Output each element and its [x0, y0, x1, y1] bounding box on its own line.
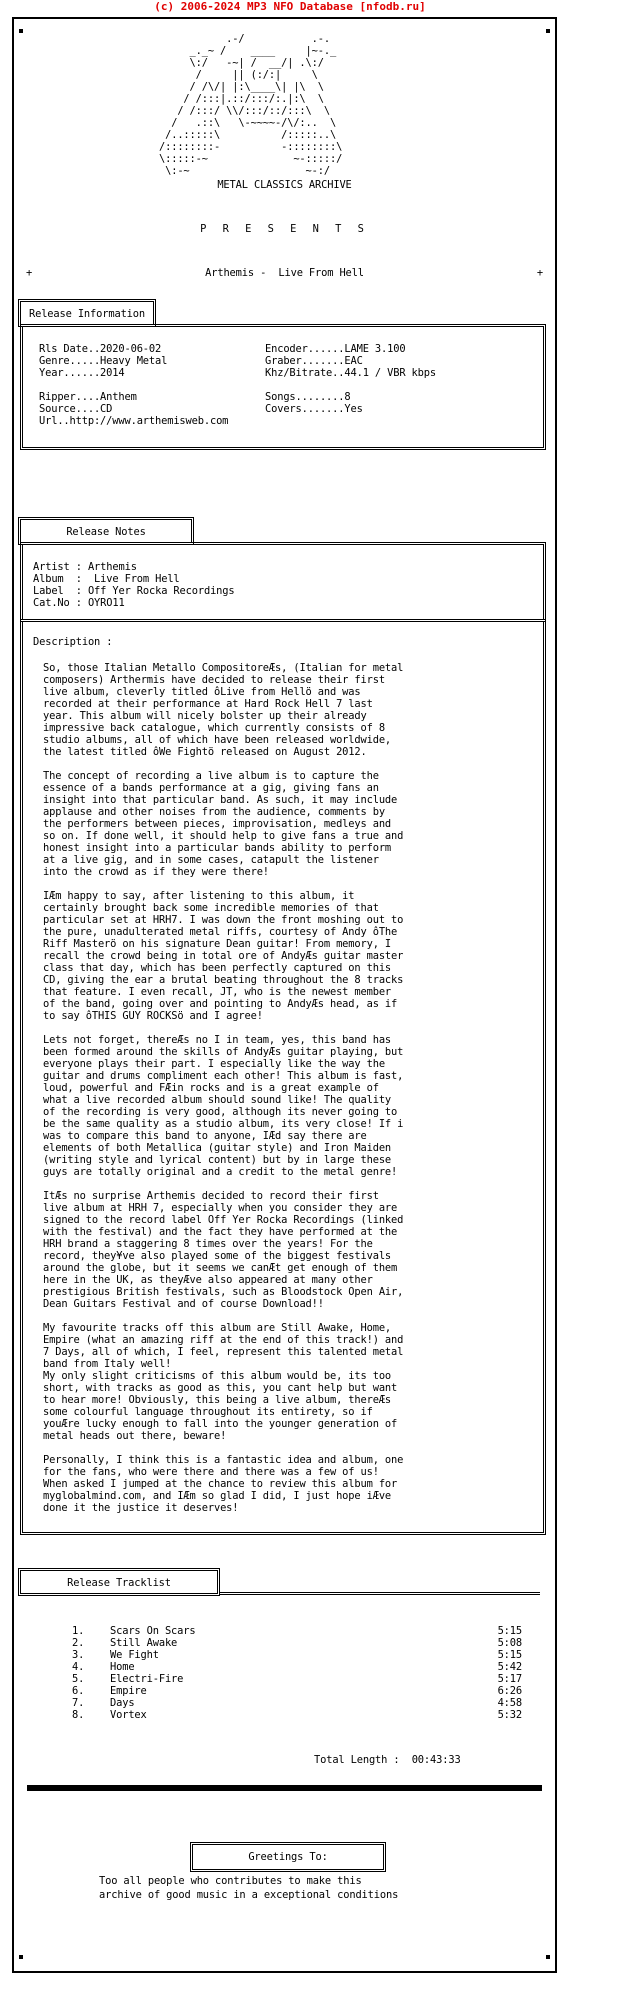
description-text [43, 662, 403, 1526]
track-length: 5:08 [497, 1637, 522, 1649]
text-line: Covers.......Yes [265, 403, 363, 415]
text-line: Ripper....Anthem [39, 391, 137, 403]
track-title: Home [110, 1661, 135, 1673]
text-line: \:/ -~| / __/| .\:/ [159, 57, 324, 69]
greetings-label: Greetings To: [248, 1851, 328, 1863]
text-line: /::::::::- -::::::::\ [159, 141, 343, 153]
release-info-box [20, 324, 546, 450]
greetings-line: Too all people who contributes to make this [99, 1875, 362, 1887]
text-line: Url..http://www.arthemisweb.com [39, 415, 229, 427]
total-length-value: 00:43:33 [411, 1754, 461, 1766]
text-line: Artist : Arthemis [33, 561, 137, 573]
track-title: Days [110, 1697, 135, 1709]
description-paragraph: The concept of recording a live album is to capture the essence of a bands performance at a gig, giving fans an insight into that particular band. As such, it may include applause and other noises from the audience, comments by the performers between pieces, improvisation, medleys and so on. If done well, it should help to give fans a true and honest insight into a particular bands ability to perform at a live gig, and in some cases, catapult the listener into the crowd as if they were there! [43, 770, 404, 878]
track-title: Empire [110, 1685, 147, 1697]
release-notes-meta [33, 561, 235, 609]
track-length: 5:15 [497, 1625, 522, 1637]
text-line: \:::::-~ ~-:::::/ [159, 153, 343, 165]
description-paragraph: So, those Italian Metallo CompositoreÆs, (Italian for metal composers) Arthermis have decided to release their first live album, cleverly titled ôLive from Hellö and was recorded at their performance at Hard Rock Hell 7 last year. This album will nicely bolster up their already impressive back catalogue, which currently consists of 8 studio albums, all of which have been released worldwide, the latest titled ôWe Fightö released on August 2012. [43, 662, 404, 758]
text-line: /..:::::\ /:::::..\ [159, 129, 337, 141]
track-row [14, 1637, 555, 1649]
track-number: 5. [72, 1673, 85, 1685]
track-number: 1. [72, 1625, 85, 1637]
tab-release-notes [18, 517, 194, 545]
release-info-left [39, 343, 228, 427]
section-divider [27, 1785, 542, 1791]
track-length: 5:32 [497, 1709, 522, 1721]
description-label: Description : [33, 636, 113, 648]
greetings-box [190, 1842, 386, 1872]
track-length: 4:58 [497, 1697, 522, 1709]
track-number: 2. [72, 1637, 85, 1649]
text-line [39, 379, 228, 391]
track-length: 5:42 [497, 1661, 522, 1673]
track-number: 3. [72, 1649, 85, 1661]
track-title: Vortex [110, 1709, 147, 1721]
text-line: Year......2014 [39, 367, 125, 379]
text-line: Cat.No : OYRO11 [33, 597, 125, 609]
text-line: Album : Live From Hell [33, 573, 180, 585]
track-title: Electri-Fire [110, 1673, 184, 1685]
text-line [265, 379, 436, 391]
text-line: Encoder......LAME 3.100 [265, 343, 406, 355]
text-line: .-/ .-. [159, 33, 330, 45]
track-row [14, 1649, 555, 1661]
track-length: 5:15 [497, 1649, 522, 1661]
tab-label: Release Tracklist [67, 1577, 171, 1589]
tab-label: Release Information [28, 308, 145, 320]
description-paragraph: My favourite tracks off this album are Still Awake, Home, Empire (what an amazing riff at the end of this track!) and 7 Days, all of which, I feel, represent this talented metal band from Italy well! My only slight criticisms of this album would be, its too short, with tracks as good as this, you cant help but want to hear more! Obviously, this being a live album, thereÆs some colourful language throughout its entirety, so if youÆre lucky enough to fall into the younger generation of metal heads out there, beware! [43, 1322, 404, 1442]
corner-square-icon [546, 29, 550, 33]
copyright-header: (c) 2006-2024 MP3 NFO Database [nfodb.ru] [154, 0, 426, 13]
text-line: Source....CD [39, 403, 113, 415]
track-number: 8. [72, 1709, 85, 1721]
text-line: / /:::/ \\/:::/::/:::\ \ [159, 105, 330, 117]
track-number: 4. [72, 1661, 85, 1673]
text-line: _._~ / ____ |~-._ [159, 45, 337, 57]
track-row [14, 1709, 555, 1721]
release-notes-meta-box [20, 542, 546, 622]
logo-caption: METAL CLASSICS ARCHIVE [217, 179, 352, 191]
text-line: / || (:/:| \ [159, 69, 318, 81]
track-length: 6:26 [497, 1685, 522, 1697]
text-line: Label : Off Yer Rocka Recordings [33, 585, 235, 597]
tab-release-information [18, 299, 156, 327]
text-line: Rls Date..2020-06-02 [39, 343, 162, 355]
description-box [20, 619, 546, 1535]
tab-label: Release Notes [66, 526, 146, 538]
description-paragraph: Lets not forget, thereÆs no I in team, yes, this band has been formed around the skills of AndyÆs guitar playing, but everyone plays their part. I especially like the way the guitar and drums compliment each other! This album is fast, loud, powerful and FÆin rocks and is a great example of what a live recorded album should sound like! The quality of the recording is very good, although its never going to be the same quality as a studio album, its very close! If i was to compare this band to anyone, IÆd say there are elements of both Metallica (guitar style) and Iron Maiden (writing style and lyrical content) but by in large these guys are totally original and a credit to the metal genre! [43, 1034, 404, 1178]
track-row [14, 1661, 555, 1673]
release-info-right [265, 343, 436, 415]
presents-heading: P R E S E N T S [200, 223, 369, 235]
track-row [14, 1625, 555, 1637]
tab-release-tracklist [18, 1568, 220, 1596]
total-length [314, 1754, 461, 1766]
track-number: 7. [72, 1697, 85, 1709]
track-list [14, 1625, 555, 1721]
nfo-frame [12, 17, 557, 1973]
text-line: Graber.......EAC [265, 355, 363, 367]
track-length: 5:17 [497, 1673, 522, 1685]
release-title: Arthemis - Live From Hell [205, 267, 364, 279]
track-row [14, 1685, 555, 1697]
description-paragraph: ItÆs no surprise Arthemis decided to record their first live album at HRH 7, especially when you consider they are signed to the record label Off Yer Rocka Recordings (linked with the festival) and the fact they have performed at the HRH brand a staggering 8 times over the years! For the record, they¥ve also played some of the biggest festivals around the globe, but it seems we canÆt get enough of them here in the UK, as theyÆve also appeared at many other prestigious British festivals, such as Bloodstock Open Air, Dean Guitars Festival and of course Download!! [43, 1190, 404, 1310]
corner-square-icon [546, 1955, 550, 1959]
track-title: Still Awake [110, 1637, 178, 1649]
text-line: Khz/Bitrate..44.1 / VBR kbps [265, 367, 436, 379]
text-line: / /\/| |:\____\| |\ \ [159, 81, 324, 93]
track-row [14, 1697, 555, 1709]
text-line: \:-~ ~-:/ [159, 165, 330, 177]
track-title: We Fight [110, 1649, 159, 1661]
description-paragraph: IÆm happy to say, after listening to this album, it certainly brought back some incredible memories of that particular set at HRH7. I was down the front moshing out to the pure, unadulterated metal riffs, courtesy of Andy ôThe Riff Masterö on his signature Dean guitar! From memory, I recall the crowd being in total ore of AndyÆs guitar master class that day, which has been perfectly captured on this CD, giving the ear a brutal beating throughout the 8 tracks that feature. I even recall, JT, who is the newest member of the band, going over and pointing to AndyÆs head, as if to say ôTHIS GUY ROCKSö and I agree! [43, 890, 404, 1022]
description-paragraph: Personally, I think this is a fantastic idea and album, one for the fans, who were there and there was a few of us! When asked I jumped at the chance to review this album for myglobalmind.com, and IÆm so glad I did, I just hope iÆve done it the justice it deserves! [43, 1454, 404, 1514]
track-row [14, 1673, 555, 1685]
track-title: Scars On Scars [110, 1625, 196, 1637]
text-line: / /:::|.::/:::/:.|:\ \ [159, 93, 324, 105]
text-line: / .::\ \-~~~~-/\/:.. \ [159, 117, 337, 129]
release-title-line [14, 267, 555, 279]
text-line: Genre.....Heavy Metal [39, 355, 168, 367]
bullet-plus-icon: + [26, 267, 33, 279]
total-length-label: Total Length : [314, 1754, 400, 1766]
corner-square-icon [19, 1955, 23, 1959]
logo-ascii-art [159, 33, 342, 177]
greetings-line: archive of good music in a exceptional conditions [99, 1889, 399, 1901]
text-line: Songs........8 [265, 391, 351, 403]
track-number: 6. [72, 1685, 85, 1697]
corner-square-icon [19, 29, 23, 33]
bullet-plus-icon: + [536, 267, 543, 279]
